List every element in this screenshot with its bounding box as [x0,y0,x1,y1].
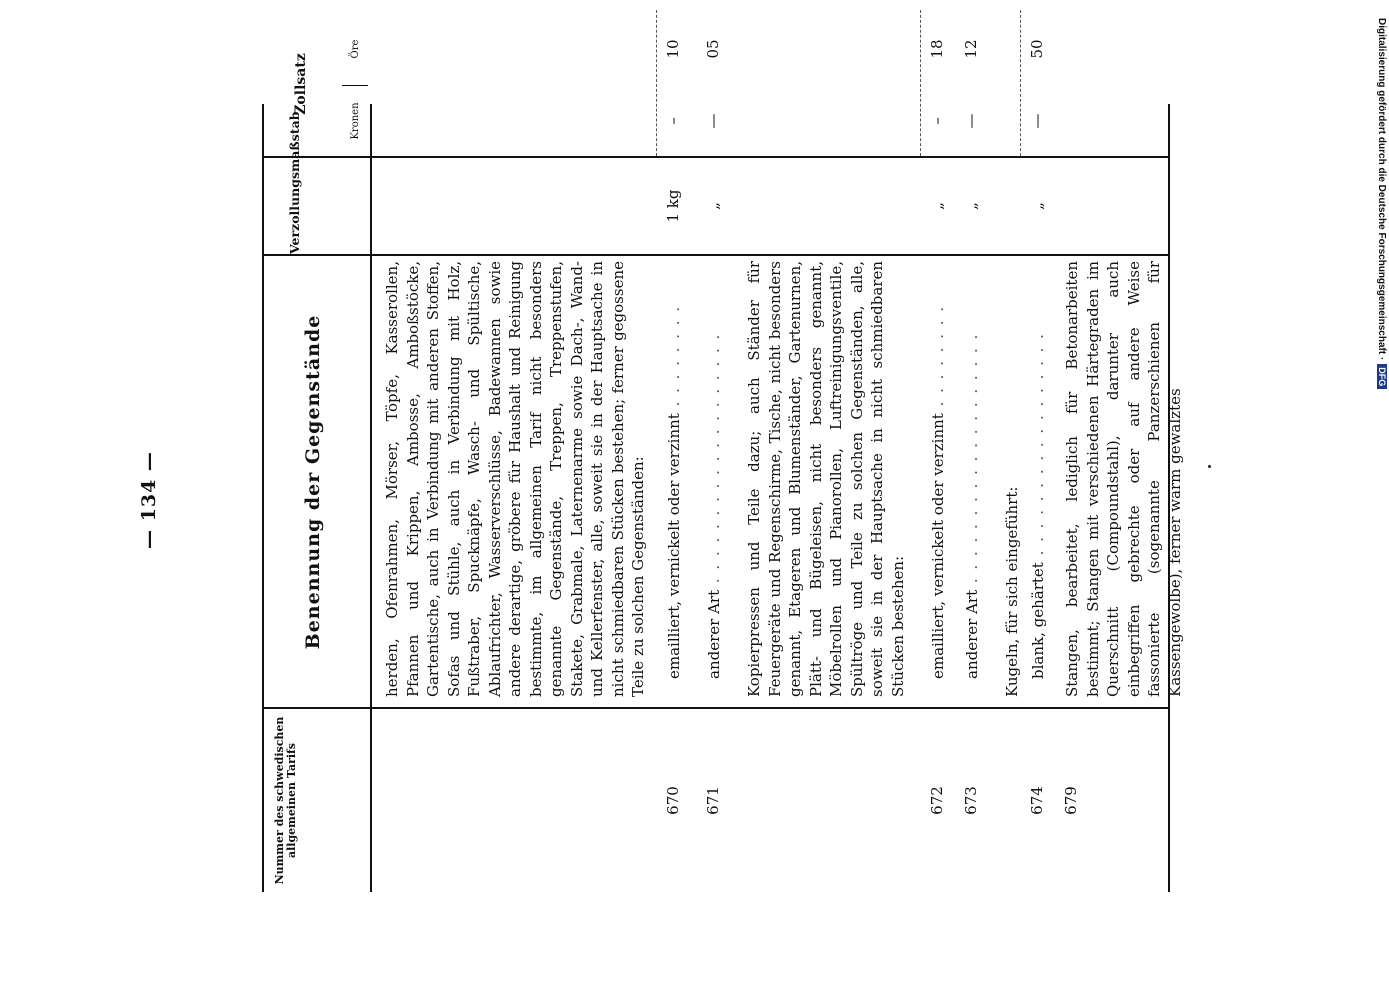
tariff-number: 672 [928,786,946,815]
duty-unit: „ [962,202,980,210]
duty-unit: „ [1028,202,1046,210]
duty-kronen: — [962,113,980,129]
tariff-table [262,39,1184,892]
item-description: herden, Ofenrahmen, Mörser, Töpfe, Kasserollen, Pfannen und Krippen, Ambosse, Amboßstöcke, Gartentische, auch in Verbindung mit anderen Stoffen, Sofas und Stühle, auch in Verbindung mit Holz, Fußtraber, Spucknäpfe, Wasch- und Spültische, Ablaufrichter, Wasserverschlüsse, Badewannen sowie andere derartige, gröbere für Haushalt und Reinigung bestimmte, im allgemeinen Tarif nicht besonders genannte Gegenstände, Treppen, Treppenstufen, Stakete, Grabmale, Laternenarme sowie Dach-, Wand- und Kellerfenster, alle, soweit sie in der Hauptsache in nicht schmiedbaren Stücken bestehen; ferner gegossene Teile zu solchen Gegenständen: [383,261,647,697]
duty-ore: 18 [928,39,946,59]
duty-ore: 12 [962,39,980,59]
item-description: anderer Art . . . . . . . . . . . . . . . . . . . [705,332,723,679]
item-text: emailliert, vernickelt oder verzinnt [665,413,683,679]
duty-ore: 10 [664,39,682,59]
item-description: emailliert, vernickelt oder verzinnt . . . . . . . . [665,304,683,679]
dfg-logo: DFG [1377,364,1387,389]
item-description: emailliert, vernickelt oder verzinnt . . . . . . . . [929,304,947,679]
subcolumn-divider [342,85,368,86]
ledger-rule [920,10,921,156]
header-kronen: Kronen [350,102,361,140]
item-text: anderer Art [705,589,723,679]
header-rule [370,104,372,892]
digitization-credit [1369,8,1389,408]
duty-unit: „ [704,202,722,210]
tariff-number: 673 [962,786,980,815]
duty-unit: „ [928,202,946,210]
header-ore: Öre [350,39,361,59]
header-designation: Benennung der Gegenstände [302,314,324,650]
scan-speck [1208,465,1211,468]
item-text: emailliert, vernickelt oder verzinnt [929,413,947,679]
duty-kronen: — [704,113,722,129]
duty-kronen: — [1028,113,1046,129]
tariff-number: 671 [704,786,722,815]
duty-unit: 1 kg [664,189,682,223]
credit-text: Digitalisierung gefördert durch die Deutsche Forschungsgemeinschaft · [1376,18,1387,361]
duty-ore: 50 [1028,39,1046,59]
tariff-number: 670 [664,786,682,815]
item-text: anderer Art [963,589,981,679]
item-description: anderer Art . . . . . . . . . . . . . . . . . . . [963,332,981,679]
header-number: Nummer des schwedischen allgemeinen Tarifs [273,716,298,885]
duty-ore: 05 [704,39,722,59]
item-text: blank, gehärtet [1029,562,1047,679]
page-number: — 134 — [138,451,160,549]
item-description: blank, gehärtet . . . . . . . . . . . . . . . . . [1029,332,1047,679]
item-description: Kopierpressen und Teile dazu; auch Ständer für Feuergeräte und Regenschirme, Tische, nicht besonders genannt, Etageren und Blumenständer, Gartenurnen, Plätt- und Bügeleisen, nicht besonders genannt, Möbelrollen und Pianorollen, Luftreinigungsventile, Spültröge und Teile zu solchen Gegenständen, alle, soweit sie in der Hauptsache in nicht schmiedbaren Stücken bestehen: [745,261,907,697]
header-unit: Verzollungsmaßstab [287,111,302,254]
duty-kronen: – [664,117,682,125]
tariff-number: 674 [1028,786,1046,815]
ledger-rule [656,10,657,156]
ledger-rule [1020,10,1021,156]
item-description: Stangen, bearbeitet, lediglich für Betonarbeiten bestimmt; Stangen mit verschiedenen Härtegraden im Querschnitt (Compoundstahl), darunter auch einbegriffen gebrechte oder auf andere Weise fassonierte (sogenannte Panzerschienen für Kassengewölbe), ferner warm gewalztes [1063,261,1184,697]
tariff-number: 679 [1062,786,1080,815]
header-duty: Zollsatz [293,53,309,115]
item-description: Kugeln, für sich eingeführt: [1003,486,1021,697]
duty-kronen: – [928,117,946,125]
